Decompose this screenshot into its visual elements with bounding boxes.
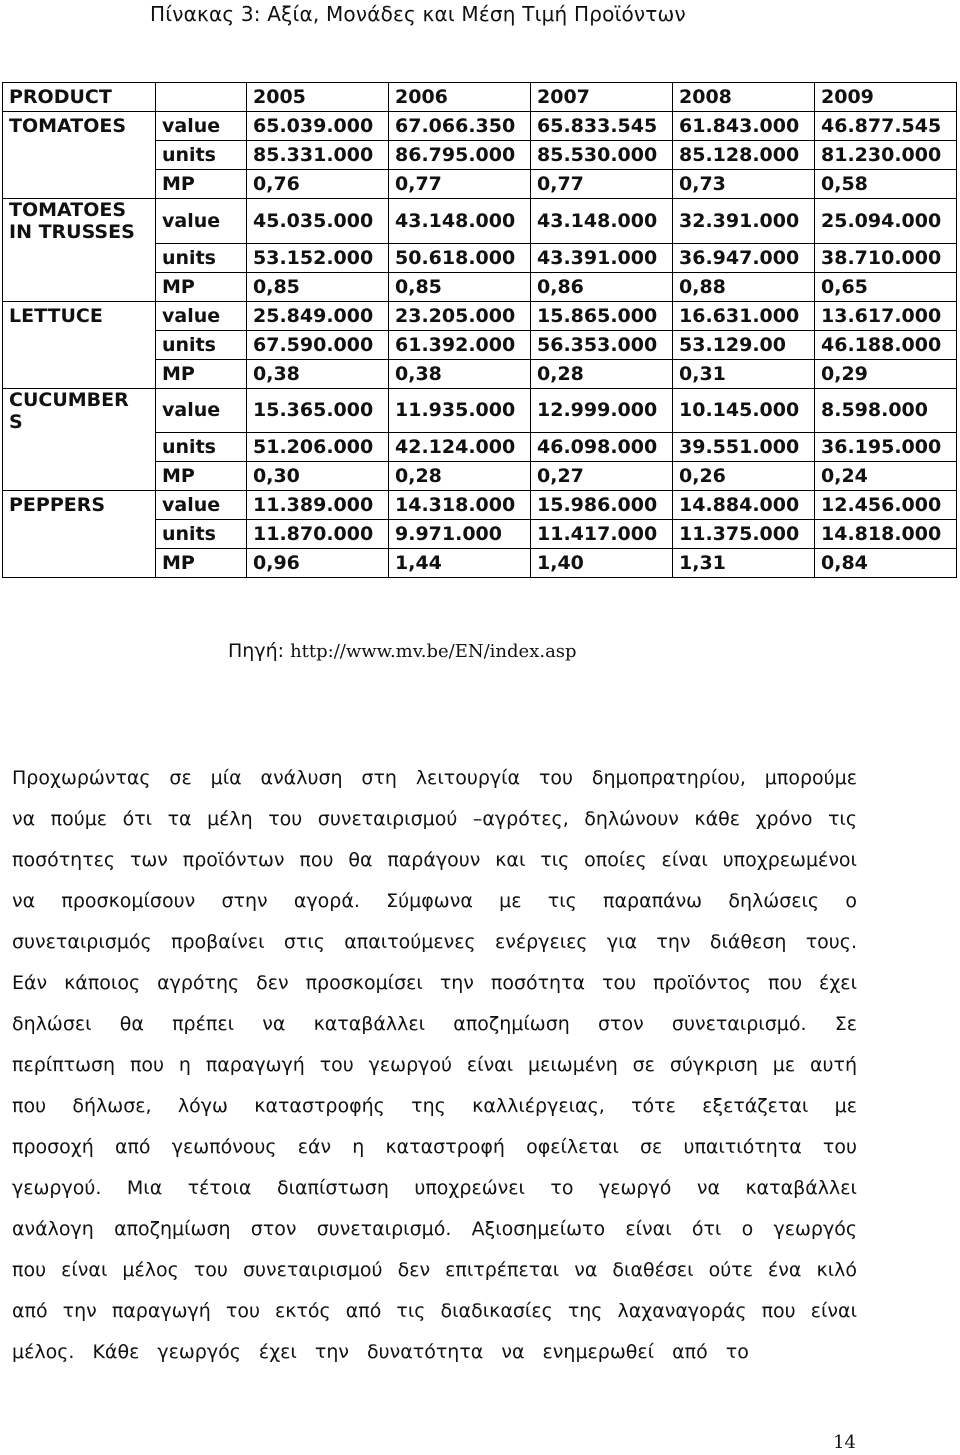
value-cell: 67.066.350 bbox=[389, 112, 531, 141]
value-cell: 81.230.000 bbox=[815, 141, 957, 170]
source-url: http://www.mv.be/EN/index.asp bbox=[290, 641, 577, 662]
value-cell: 86.795.000 bbox=[389, 141, 531, 170]
paragraph-line: να προσκομίσουν στην αγορά. Σύμφωνα με τις παραπάνω δηλώσεις ο bbox=[12, 890, 857, 912]
value-cell: 0,76 bbox=[247, 170, 389, 199]
value-cell: 1,31 bbox=[673, 549, 815, 578]
value-cell: 56.353.000 bbox=[531, 330, 673, 359]
value-cell: 0,85 bbox=[389, 272, 531, 301]
metric-cell: value bbox=[156, 301, 247, 330]
value-cell: 0,77 bbox=[531, 170, 673, 199]
product-cell bbox=[3, 272, 156, 301]
metric-cell: value bbox=[156, 388, 247, 433]
paragraph-line: μέλος. Κάθε γεωργός έχει την δυνατότητα να ενημερωθεί από το bbox=[12, 1341, 749, 1363]
product-cell bbox=[3, 141, 156, 170]
value-cell: 11.870.000 bbox=[247, 520, 389, 549]
table-header-row bbox=[3, 83, 957, 112]
value-cell: 11.389.000 bbox=[247, 491, 389, 520]
value-cell: 14.884.000 bbox=[673, 491, 815, 520]
page-number: 14 bbox=[833, 1432, 856, 1453]
body-paragraph bbox=[12, 758, 857, 1373]
value-cell: 15.986.000 bbox=[531, 491, 673, 520]
value-cell: 0,26 bbox=[673, 462, 815, 491]
product-cell: CUCUMBER S bbox=[3, 388, 156, 433]
value-cell: 85.530.000 bbox=[531, 141, 673, 170]
paragraph-line: ποσότητες των προϊόντων που θα παράγουν και τις οποίες είναι υποχρεωμένοι bbox=[12, 849, 857, 871]
value-cell: 0,85 bbox=[247, 272, 389, 301]
paragraph-line: συνεταιρισμός προβαίνει στις απαιτούμενες ενέργειες για την διάθεση τους. bbox=[12, 931, 857, 953]
product-cell bbox=[3, 549, 156, 578]
value-cell: 0,65 bbox=[815, 272, 957, 301]
table-row bbox=[3, 462, 957, 491]
product-cell bbox=[3, 359, 156, 388]
header-cell: 2009 bbox=[815, 83, 957, 112]
value-cell: 45.035.000 bbox=[247, 199, 389, 244]
value-cell: 11.417.000 bbox=[531, 520, 673, 549]
product-cell bbox=[3, 243, 156, 272]
header-cell: 2007 bbox=[531, 83, 673, 112]
value-cell: 0,24 bbox=[815, 462, 957, 491]
table-row bbox=[3, 170, 957, 199]
value-cell: 32.391.000 bbox=[673, 199, 815, 244]
paragraph-line: ανάλογη αποζημίωση στον συνεταιρισμό. Αξιοσημείωτο είναι ότι ο γεωργός bbox=[12, 1218, 857, 1240]
metric-cell: MP bbox=[156, 549, 247, 578]
metric-cell: units bbox=[156, 520, 247, 549]
metric-cell: value bbox=[156, 491, 247, 520]
value-cell: 61.843.000 bbox=[673, 112, 815, 141]
value-cell: 1,40 bbox=[531, 549, 673, 578]
product-cell bbox=[3, 520, 156, 549]
value-cell: 0,58 bbox=[815, 170, 957, 199]
value-cell: 85.128.000 bbox=[673, 141, 815, 170]
table-row bbox=[3, 388, 957, 433]
metric-cell: MP bbox=[156, 272, 247, 301]
source-label: Πηγή: bbox=[228, 640, 285, 662]
value-cell: 36.195.000 bbox=[815, 433, 957, 462]
product-cell bbox=[3, 170, 156, 199]
header-cell: 2008 bbox=[673, 83, 815, 112]
value-cell: 12.999.000 bbox=[531, 388, 673, 433]
table-row bbox=[3, 330, 957, 359]
table-row bbox=[3, 520, 957, 549]
product-cell: LETTUCE bbox=[3, 301, 156, 330]
metric-cell: value bbox=[156, 112, 247, 141]
table-row bbox=[3, 301, 957, 330]
paragraph-line: περίπτωση που η παραγωγή του γεωργού είναι μειωμένη σε σύγκριση με αυτή bbox=[12, 1054, 857, 1076]
paragraph-line: που είναι μέλος του συνεταιρισμού δεν επιτρέπεται να διαθέσει ούτε ένα κιλό bbox=[12, 1259, 857, 1281]
product-cell bbox=[3, 433, 156, 462]
value-cell: 25.849.000 bbox=[247, 301, 389, 330]
value-cell: 46.188.000 bbox=[815, 330, 957, 359]
value-cell: 8.598.000 bbox=[815, 388, 957, 433]
value-cell: 11.935.000 bbox=[389, 388, 531, 433]
value-cell: 0,86 bbox=[531, 272, 673, 301]
value-cell: 43.391.000 bbox=[531, 243, 673, 272]
paragraph-line: που δήλωσε, λόγω καταστροφής της καλλιέργειας, τότε εξετάζεται με bbox=[12, 1095, 857, 1117]
value-cell: 16.631.000 bbox=[673, 301, 815, 330]
table-row bbox=[3, 112, 957, 141]
metric-cell: units bbox=[156, 243, 247, 272]
value-cell: 42.124.000 bbox=[389, 433, 531, 462]
table-row bbox=[3, 549, 957, 578]
value-cell: 0,29 bbox=[815, 359, 957, 388]
product-cell bbox=[3, 330, 156, 359]
value-cell: 0,77 bbox=[389, 170, 531, 199]
product-cell: PEPPERS bbox=[3, 491, 156, 520]
value-cell: 0,28 bbox=[531, 359, 673, 388]
product-cell bbox=[3, 462, 156, 491]
header-cell: 2006 bbox=[389, 83, 531, 112]
paragraph-line: προσοχή από γεωπόνους εάν η καταστροφή οφείλεται σε υπαιτιότητα του bbox=[12, 1136, 857, 1158]
metric-cell: MP bbox=[156, 462, 247, 491]
table-row bbox=[3, 359, 957, 388]
value-cell: 10.145.000 bbox=[673, 388, 815, 433]
table-caption: Πίνακας 3: Αξία, Μονάδες και Μέση Τιμή Προϊόντων bbox=[150, 2, 686, 26]
value-cell: 65.833.545 bbox=[531, 112, 673, 141]
paragraph-line: να πούμε ότι τα μέλη του συνεταιρισμού –αγρότες, δηλώνουν κάθε χρόνο τις bbox=[12, 808, 857, 830]
table-row bbox=[3, 433, 957, 462]
value-cell: 85.331.000 bbox=[247, 141, 389, 170]
value-cell: 46.877.545 bbox=[815, 112, 957, 141]
value-cell: 53.152.000 bbox=[247, 243, 389, 272]
value-cell: 0,84 bbox=[815, 549, 957, 578]
table-row bbox=[3, 243, 957, 272]
paragraph-line: Προχωρώντας σε μία ανάλυση στη λειτουργία του δημοπρατηρίου, μπορούμε bbox=[12, 767, 857, 789]
value-cell: 15.365.000 bbox=[247, 388, 389, 433]
value-cell: 43.148.000 bbox=[389, 199, 531, 244]
value-cell: 39.551.000 bbox=[673, 433, 815, 462]
table-row bbox=[3, 491, 957, 520]
value-cell: 12.456.000 bbox=[815, 491, 957, 520]
product-table bbox=[2, 82, 957, 578]
value-cell: 65.039.000 bbox=[247, 112, 389, 141]
header-cell: 2005 bbox=[247, 83, 389, 112]
metric-cell: MP bbox=[156, 359, 247, 388]
value-cell: 0,30 bbox=[247, 462, 389, 491]
metric-cell: units bbox=[156, 433, 247, 462]
value-cell: 51.206.000 bbox=[247, 433, 389, 462]
value-cell: 9.971.000 bbox=[389, 520, 531, 549]
product-cell: TOMATOES bbox=[3, 112, 156, 141]
value-cell: 0,31 bbox=[673, 359, 815, 388]
value-cell: 0,27 bbox=[531, 462, 673, 491]
value-cell: 0,38 bbox=[389, 359, 531, 388]
value-cell: 0,38 bbox=[247, 359, 389, 388]
value-cell: 1,44 bbox=[389, 549, 531, 578]
value-cell: 13.617.000 bbox=[815, 301, 957, 330]
value-cell: 67.590.000 bbox=[247, 330, 389, 359]
value-cell: 0,96 bbox=[247, 549, 389, 578]
value-cell: 0,88 bbox=[673, 272, 815, 301]
paragraph-line: Εάν κάποιος αγρότης δεν προσκομίσει την ποσότητα του προϊόντος που έχει bbox=[12, 972, 857, 994]
value-cell: 0,28 bbox=[389, 462, 531, 491]
value-cell: 0,73 bbox=[673, 170, 815, 199]
metric-cell: value bbox=[156, 199, 247, 244]
value-cell: 14.318.000 bbox=[389, 491, 531, 520]
paragraph-line: γεωργού. Μια τέτοια διαπίστωση υποχρεώνει το γεωργό να καταβάλλει bbox=[12, 1177, 857, 1199]
value-cell: 25.094.000 bbox=[815, 199, 957, 244]
paragraph-line: από την παραγωγή του εκτός από τις διαδικασίες της λαχαναγοράς που είναι bbox=[12, 1300, 857, 1322]
metric-cell: MP bbox=[156, 170, 247, 199]
value-cell: 23.205.000 bbox=[389, 301, 531, 330]
value-cell: 46.098.000 bbox=[531, 433, 673, 462]
value-cell: 43.148.000 bbox=[531, 199, 673, 244]
header-cell bbox=[156, 83, 247, 112]
paragraph-line: δηλώσει θα πρέπει να καταβάλλει αποζημίωση στον συνεταιρισμό. Σε bbox=[12, 1013, 857, 1035]
product-cell: TOMATOES IN TRUSSES bbox=[3, 199, 156, 244]
value-cell: 53.129.00 bbox=[673, 330, 815, 359]
value-cell: 15.865.000 bbox=[531, 301, 673, 330]
value-cell: 38.710.000 bbox=[815, 243, 957, 272]
table-row bbox=[3, 141, 957, 170]
value-cell: 36.947.000 bbox=[673, 243, 815, 272]
value-cell: 50.618.000 bbox=[389, 243, 531, 272]
value-cell: 11.375.000 bbox=[673, 520, 815, 549]
source-line bbox=[228, 640, 577, 662]
value-cell: 61.392.000 bbox=[389, 330, 531, 359]
value-cell: 14.818.000 bbox=[815, 520, 957, 549]
metric-cell: units bbox=[156, 330, 247, 359]
table-row bbox=[3, 272, 957, 301]
metric-cell: units bbox=[156, 141, 247, 170]
table-row bbox=[3, 199, 957, 244]
header-cell: PRODUCT bbox=[3, 83, 156, 112]
